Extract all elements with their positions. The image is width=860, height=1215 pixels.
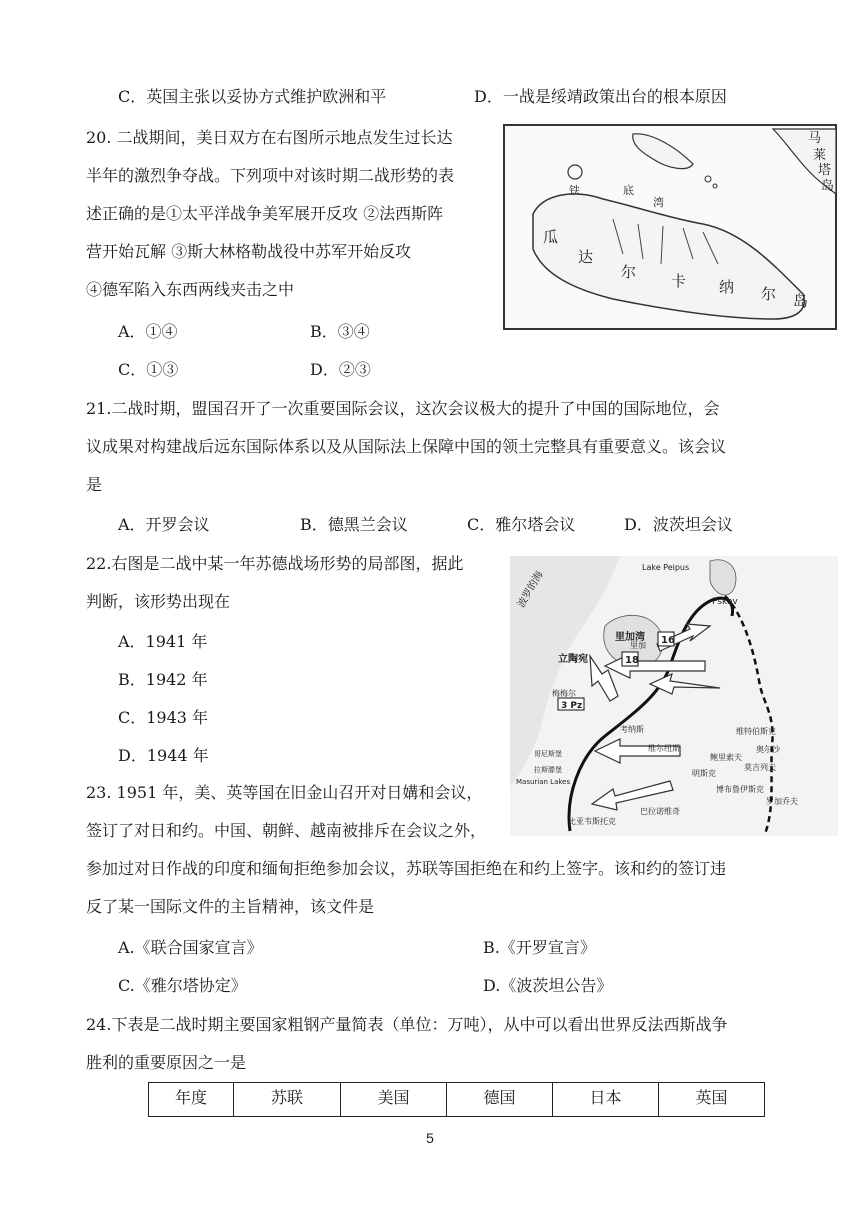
map22-label-lazdijai: 拉斯滕堡 xyxy=(534,766,562,774)
q22-option-b: B．1942 年 xyxy=(118,670,208,689)
page-number: 5 xyxy=(426,1130,434,1146)
map22-label-pskov: Pskov xyxy=(712,597,738,607)
q20-line-2: 半年的激烈争夺战。下列项中对该时期二战形势的表 xyxy=(86,166,455,185)
map20-label-tie: 铁 xyxy=(569,184,580,197)
q20-option-a: A．①④ xyxy=(118,322,178,341)
map20-label-di: 底 xyxy=(623,184,634,197)
table-header-cell: 日本 xyxy=(553,1083,659,1117)
q23-line-2: 签订了对日和约。中国、朝鲜、越南被排斥在会议之外， xyxy=(86,821,487,840)
map20-label-ka: 卡 xyxy=(671,272,687,290)
q23-option-b: B.《开罗宣言》 xyxy=(483,938,596,957)
q23-line-4: 反了某一国际文件的主旨精神，该文件是 xyxy=(86,897,375,916)
map22-label-baltic: 波罗的海 xyxy=(516,569,546,610)
map22-label-mogilev: 莫吉列夫 xyxy=(744,763,776,772)
map20-label-er1: 尔 xyxy=(621,263,637,281)
map22-label-kaunas: 考纳斯 xyxy=(620,725,644,734)
map20-label-dao: 岛 xyxy=(793,292,809,310)
q20-line-1: 20. 二战期间，美日双方在右图所示地点发生过长达 xyxy=(86,128,453,147)
q23-line-3: 参加过对日作战的印度和缅甸拒绝参加会议，苏联等国拒绝在和约上签字。该和约的签订违 xyxy=(86,859,727,878)
map22-label-lake: Lake Peipus xyxy=(642,563,690,572)
q19-option-d: D．一战是绥靖政策出台的根本原因 xyxy=(474,87,727,106)
steel-output-table xyxy=(148,1082,765,1117)
q24-line-1: 24.下表是二战时期主要国家粗钢产量简表（单位：万吨），从中可以看出世界反法西斯战争 xyxy=(86,1015,728,1034)
map22-label-masurian: Masurian Lakes xyxy=(516,778,571,786)
map22-label-polotsk: 鲍里索夫 xyxy=(710,753,742,762)
q23-option-a: A.《联合国家宣言》 xyxy=(118,938,263,957)
map22-label-orsha: 奥尔沙 xyxy=(756,745,780,754)
map22-label-vilnius: 维尔纽斯 xyxy=(648,744,680,753)
q20-line-5: ④德军陷入东西两线夹击之中 xyxy=(86,280,295,299)
q20-line-4: 营开始瓦解 ③斯大林格勒战役中苏军开始反攻 xyxy=(86,242,412,261)
table-header-cell: 年度 xyxy=(149,1083,234,1117)
q22-option-d: D．1944 年 xyxy=(118,746,209,765)
q21-option-b: B．德黑兰会议 xyxy=(300,515,408,534)
q20-option-c: C．①③ xyxy=(118,360,179,379)
map22-label-riga: 里加 xyxy=(630,641,646,650)
q23-option-d: D.《波茨坦公告》 xyxy=(483,976,613,995)
q21-option-a: A．开罗会议 xyxy=(118,515,210,534)
q20-line-3: 述正确的是①太平洋战争美军展开反攻 ②法西斯阵 xyxy=(86,204,444,223)
map20-label-dao2: 岛 xyxy=(821,179,835,194)
q22-line-2: 判断，该形势出现在 xyxy=(86,592,231,611)
map20-label-da: 达 xyxy=(578,248,594,266)
map22-label-baranovichi: 巴拉诺维奇 xyxy=(640,807,680,816)
table-header-row xyxy=(149,1083,765,1117)
eastern-front-map xyxy=(510,556,838,836)
map22-label-latvia: 立陶宛 xyxy=(558,654,588,665)
table-header-cell: 英国 xyxy=(659,1083,765,1117)
map22-label-memel: 梅梅尔 xyxy=(552,689,576,698)
q21-line-1: 21.二战时期，盟国召开了一次重要国际会议，这次会议极大的提升了中国的国际地位，会 xyxy=(86,399,720,418)
map20-label-wan: 湾 xyxy=(653,196,664,209)
q19-option-c: C．英国主张以妥协方式维护欧洲和平 xyxy=(118,87,387,106)
q21-option-c: C．雅尔塔会议 xyxy=(467,515,576,534)
map20-label-gua: 瓜 xyxy=(543,228,559,246)
table-header-cell: 美国 xyxy=(341,1083,447,1117)
map22-label-brest: 比亚韦斯托克 xyxy=(568,817,616,826)
q21-line-2: 议成果对构建战后远东国际体系以及从国际法上保障中国的领土完整具有重要意义。该会议 xyxy=(86,437,727,456)
map22-label-bobruisk: 博布鲁伊斯克 xyxy=(716,785,764,794)
map22-unit-3pz: 3 Pz xyxy=(561,701,583,711)
map22-unit-18: 18 xyxy=(625,655,639,666)
map22-unit-16: 16 xyxy=(661,635,675,646)
map20-label-ma: 马 xyxy=(808,131,822,146)
table-header-cell: 德国 xyxy=(447,1083,553,1117)
table-header-cell: 苏联 xyxy=(234,1083,341,1117)
map22-label-minsk: 明斯克 xyxy=(692,769,716,778)
map20-label-lai: 莱 xyxy=(813,148,827,163)
q22-option-a: A．1941 年 xyxy=(118,632,208,651)
guadalcanal-map xyxy=(503,124,837,330)
map20-label-ta: 塔 xyxy=(818,163,832,178)
q23-option-c: C.《雅尔塔协定》 xyxy=(118,976,247,995)
q20-option-b: B．③④ xyxy=(310,322,370,341)
map20-label-na: 纳 xyxy=(719,278,735,296)
map22-label-bay: 里加湾 xyxy=(615,632,645,643)
q22-line-1: 22.右图是二战中某一年苏德战场形势的局部图，据此 xyxy=(86,554,464,573)
q21-line-3: 是 xyxy=(86,475,103,494)
map22-label-rogachev: 罗加乔夫 xyxy=(766,797,798,806)
map22-label-vitebsk: 维特伯斯克 xyxy=(736,727,776,736)
map20-label-er2: 尔 xyxy=(761,285,777,303)
q21-option-d: D．波茨坦会议 xyxy=(624,515,733,534)
q23-line-1: 23. 1951 年，美、英等国在旧金山召开对日媾和会议， xyxy=(86,783,483,802)
map22-label-konigsberg: 哥尼斯堡 xyxy=(534,750,562,758)
q20-option-d: D．②③ xyxy=(310,360,371,379)
q24-line-2: 胜利的重要原因之一是 xyxy=(86,1053,247,1072)
q22-option-c: C．1943 年 xyxy=(118,708,209,727)
